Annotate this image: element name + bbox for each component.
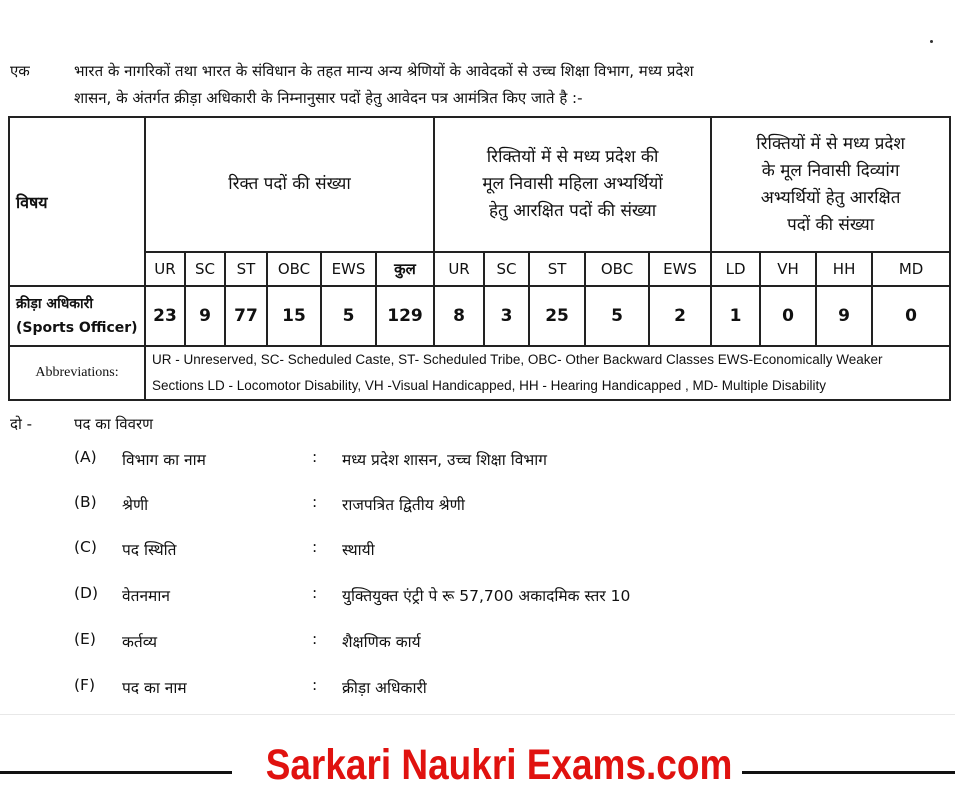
disabled-header-line: रिक्तियों में से मध्य प्रदेश (756, 133, 905, 154)
detail-label: श्रेणी (122, 496, 149, 514)
sub-header-cell: VH (760, 252, 816, 286)
sub-header-cell: MD (872, 252, 950, 286)
detail-value: शैक्षणिक कार्य (342, 633, 421, 651)
stray-dot (930, 40, 933, 43)
detail-row (0, 448, 955, 472)
vacancy-table (8, 116, 951, 401)
disabled-header-line: के मूल निवासी दिव्यांग (761, 160, 900, 181)
detail-colon: : (312, 630, 318, 648)
detail-key: (B) (74, 493, 97, 511)
page-divider (0, 714, 955, 715)
detail-row (0, 538, 955, 562)
value-cell: 0 (872, 286, 950, 346)
disabled-reserved-header (711, 117, 950, 252)
abbreviations-line: UR - Unreserved, SC- Scheduled Caste, ST- Scheduled Tribe, OBC- Other Backward Classes EWS-Economically Weaker (152, 352, 883, 367)
women-reserved-header (434, 117, 711, 252)
detail-label: वेतनमान (122, 587, 170, 605)
section-one-number: एक (10, 62, 30, 80)
sub-header-cell: UR (145, 252, 185, 286)
value-cell: 8 (434, 286, 484, 346)
value-cell: 1 (711, 286, 760, 346)
detail-value: क्रीड़ा अधिकारी (342, 679, 427, 697)
watermark-logo: Sarkari Naukri Exams.com (265, 741, 733, 789)
detail-label: विभाग का नाम (122, 451, 206, 469)
detail-row (0, 584, 955, 608)
detail-key: (A) (74, 448, 97, 466)
sub-header-cell: EWS (649, 252, 711, 286)
detail-label: कर्तव्य (122, 633, 158, 651)
value-cell: 25 (529, 286, 585, 346)
detail-label: पद का नाम (122, 679, 187, 697)
abbreviations-label: Abbreviations: (9, 346, 145, 400)
women-header-line: मूल निवासी महिला अभ्यर्थियों (482, 174, 663, 194)
detail-value: स्थायी (342, 541, 375, 559)
sub-header-cell: SC (484, 252, 529, 286)
detail-row (0, 493, 955, 517)
value-cell: 3 (484, 286, 529, 346)
disabled-header-line: अभ्यर्थियों हेतु आरक्षित (760, 187, 901, 208)
detail-value: युक्तियुक्त एंट्री पे रू 57,700 अकादमिक स्तर 10 (342, 587, 631, 605)
sub-header-cell: कुल (376, 252, 434, 286)
sub-header-cell: OBC (585, 252, 649, 286)
table-row (9, 286, 950, 346)
section-two-title: पद का विवरण (74, 415, 153, 433)
detail-colon: : (312, 448, 318, 466)
detail-key: (E) (74, 630, 96, 648)
detail-row (0, 630, 955, 654)
sub-header-cell: ST (529, 252, 585, 286)
sub-header-cell: LD (711, 252, 760, 286)
abbreviations-line: Sections LD - Locomotor Disability, VH -Visual Handicapped, HH - Hearing Handicapped , MD- Multiple Disability (152, 378, 827, 393)
detail-value: राजपत्रित द्वितीय श्रेणी (342, 496, 465, 514)
section-two-number: दो - (10, 415, 33, 433)
intro-line-1: भारत के नागरिकों तथा भारत के संविधान के तहत मान्य अन्य श्रेणियों के आवेदकों से उच्च शिक्षा विभाग, मध्य प्रदेश (74, 62, 694, 80)
value-cell: 2 (649, 286, 711, 346)
value-cell: 77 (225, 286, 267, 346)
post-name-hindi: क्रीड़ा अधिकारी (16, 296, 94, 312)
sub-header-cell: HH (816, 252, 872, 286)
value-cell: 129 (376, 286, 434, 346)
detail-colon: : (312, 538, 318, 556)
vacancy-count-header: रिक्त पदों की संख्या (145, 117, 434, 252)
detail-key: (C) (74, 538, 97, 556)
disabled-header-line: पदों की संख्या (787, 214, 875, 235)
subject-header: विषय (9, 117, 145, 286)
sub-header-cell: OBC (267, 252, 321, 286)
sub-header-cell: EWS (321, 252, 376, 286)
value-cell: 9 (185, 286, 225, 346)
detail-key: (D) (74, 584, 99, 602)
abbreviations-row (9, 346, 950, 400)
sub-header-cell: UR (434, 252, 484, 286)
post-name-cell (9, 286, 145, 346)
value-cell: 0 (760, 286, 816, 346)
abbreviations-text (145, 346, 950, 400)
post-name-english: (Sports Officer) (16, 320, 138, 336)
value-cell: 15 (267, 286, 321, 346)
sub-header-cell: ST (225, 252, 267, 286)
women-header-line: हेतु आरक्षित पदों की संख्या (488, 201, 657, 221)
detail-label: पद स्थिति (122, 541, 177, 559)
detail-colon: : (312, 676, 318, 694)
watermark-rule-right (742, 771, 955, 774)
value-cell: 5 (585, 286, 649, 346)
value-cell: 5 (321, 286, 376, 346)
sub-header-cell: SC (185, 252, 225, 286)
women-header-line: रिक्तियों में से मध्य प्रदेश की (486, 147, 659, 167)
detail-value: मध्य प्रदेश शासन, उच्च शिक्षा विभाग (342, 451, 548, 469)
detail-row (0, 676, 955, 700)
sub-header-row (9, 252, 950, 286)
intro-line-2: शासन, के अंतर्गत क्रीड़ा अधिकारी के निम्नानुसार पदों हेतु आवेदन पत्र आमंत्रित किए जाते है :- (74, 89, 583, 107)
value-cell: 9 (816, 286, 872, 346)
detail-colon: : (312, 493, 318, 511)
watermark-rule-left (0, 771, 232, 774)
detail-key: (F) (74, 676, 96, 694)
detail-colon: : (312, 584, 318, 602)
value-cell: 23 (145, 286, 185, 346)
